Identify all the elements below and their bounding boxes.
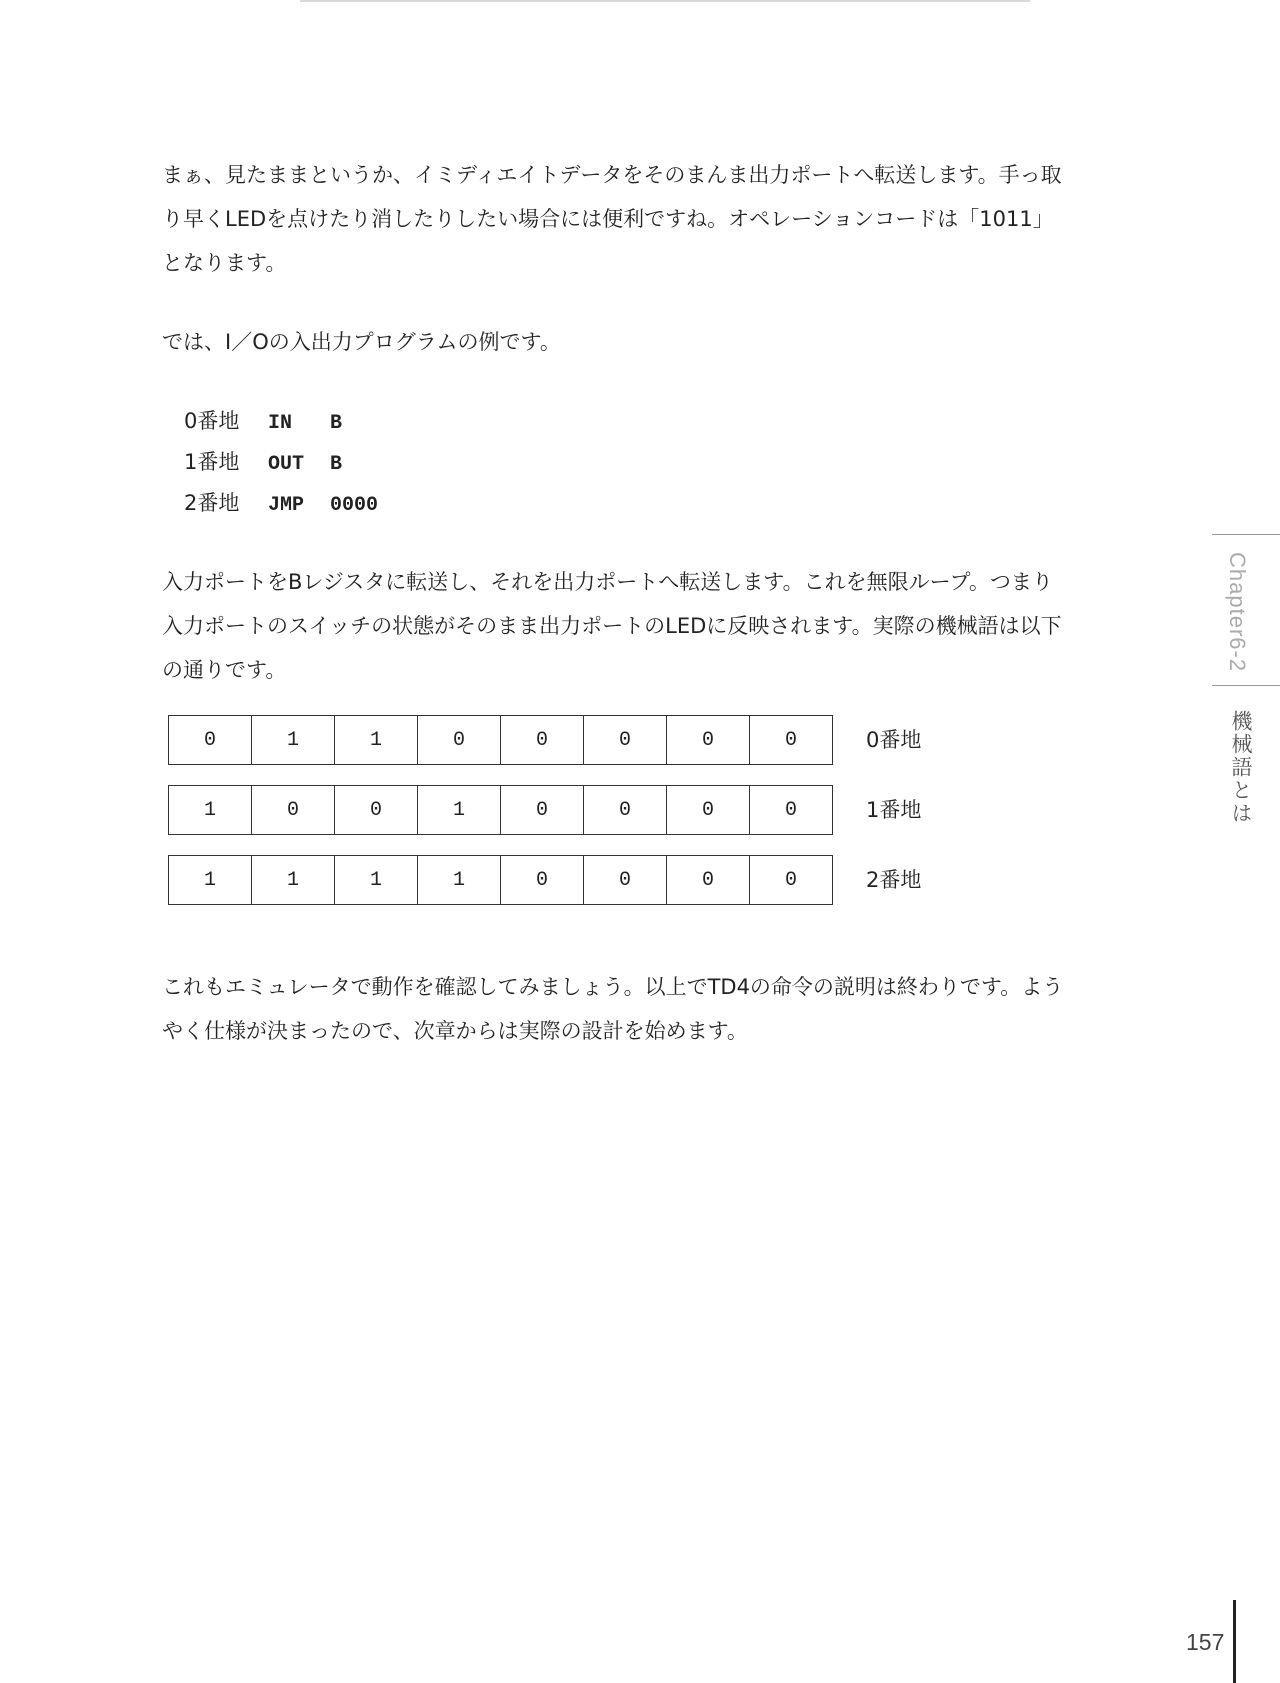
bit-cell: 0 (667, 716, 750, 764)
page-number-bar (1233, 1600, 1236, 1683)
sidebar-divider (1212, 534, 1280, 535)
bit-cell: 0 (584, 786, 667, 834)
bit-cell: 1 (418, 786, 501, 834)
program-operand: B (330, 453, 343, 476)
address-label: 0番地 (866, 728, 922, 752)
address-label: 1番地 (866, 798, 922, 822)
bit-cell: 0 (784, 798, 797, 822)
program-line (184, 442, 378, 483)
program-address: 1番地 (184, 450, 240, 474)
bit-cell: 0 (784, 868, 797, 892)
paragraph-conclusion (162, 965, 1112, 1053)
program-line (184, 401, 378, 442)
program-address: 0番地 (184, 409, 240, 433)
text-line: まぁ、見たままというか、イミディエイトデータをそのまんま出力ポートへ転送します。手っ取 (162, 163, 1062, 187)
program-operand: 0000 (330, 494, 379, 517)
program-opcode: OUT (268, 453, 305, 476)
bit-cell: 1 (252, 856, 335, 904)
bit-cell: 0 (335, 786, 418, 834)
address-label: 2番地 (866, 868, 922, 892)
bit-cell: 0 (784, 728, 797, 752)
bit-cell: 0 (169, 716, 252, 764)
top-rule (300, 0, 1030, 2)
bit-box (168, 855, 833, 905)
text-line: では、I／Oの入出力プログラムの例です。 (162, 330, 561, 354)
text-line: これもエミュレータで動作を確認してみましょう。以上でTD4の命令の説明は終わりです。よう (162, 975, 1064, 999)
text-line: 入力ポートのスイッチの状態がそのまま出力ポートのLEDに反映されます。実際の機械語は以下 (162, 614, 1062, 638)
machine-code-table (168, 715, 922, 925)
bit-cell: 1 (335, 856, 418, 904)
bit-cell: 0 (584, 716, 667, 764)
paragraph-immediate-out (162, 153, 1112, 285)
paragraph-io-example-intro (162, 320, 1112, 364)
program-opcode: IN (268, 412, 293, 435)
machine-code-row (168, 855, 922, 905)
program-operand: B (330, 412, 343, 435)
bit-cell: 1 (418, 856, 501, 904)
program-address: 2番地 (184, 491, 240, 515)
text-line: やく仕様が決まったので、次章からは実際の設計を始めます。 (162, 1019, 748, 1043)
paragraph-io-explanation (162, 560, 1112, 692)
bit-cell: 0 (252, 786, 335, 834)
bit-cell: 1 (169, 786, 252, 834)
bit-cell: 1 (252, 716, 335, 764)
machine-code-row (168, 785, 922, 835)
bit-cell: 1 (335, 716, 418, 764)
section-tab: 機械語とは (1229, 710, 1253, 825)
page-number: 157 (1186, 1629, 1225, 1655)
bit-cell: 0 (667, 856, 750, 904)
text-line: の通りです。 (162, 658, 287, 682)
bit-cell: 0 (501, 856, 584, 904)
bit-cell: 0 (501, 786, 584, 834)
bit-cell: 0 (418, 716, 501, 764)
bit-cell: 1 (169, 856, 252, 904)
bit-cell: 0 (501, 716, 584, 764)
sidebar-divider (1212, 685, 1280, 686)
chapter-tab: Chapter6-2 (1225, 552, 1250, 673)
program-opcode: JMP (268, 494, 305, 517)
bit-cell: 0 (584, 856, 667, 904)
bit-box (168, 785, 833, 835)
text-line: 入力ポートをBレジスタに転送し、それを出力ポートへ転送します。これを無限ループ。つまり (162, 570, 1053, 594)
bit-box (168, 715, 833, 765)
text-line: となります。 (162, 251, 287, 275)
machine-code-row (168, 715, 922, 765)
program-line (184, 483, 378, 524)
text-line: り早くLEDを点けたり消したりしたい場合には便利ですね。オペレーションコードは「1011」 (162, 207, 1054, 231)
program-listing (184, 401, 378, 524)
bit-cell: 0 (667, 786, 750, 834)
